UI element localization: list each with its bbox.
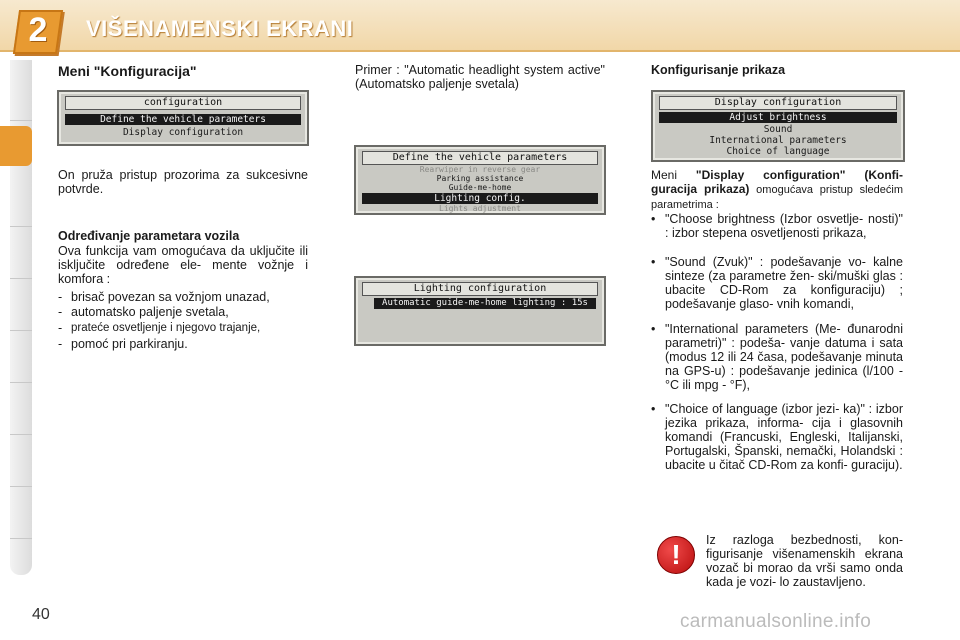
vehicle-params-text: Ova funkcija vam omogućava da uključite ili isključite određene ele- mente vožnje i komfora : xyxy=(58,244,308,286)
watermark: carmanualsonline.info xyxy=(680,611,872,632)
list-item: pomoć pri parkiranju. xyxy=(71,337,188,351)
screen-row: Lights adjustment xyxy=(439,204,521,213)
config-screen xyxy=(57,90,309,146)
lighting-config-screen-title: Lighting configuration xyxy=(362,282,598,296)
chapter-number: 2 xyxy=(28,11,48,49)
bullet: • xyxy=(651,212,656,226)
config-intro-text: On pruža pristup prozorima za sukcesivne potvrde. xyxy=(58,168,308,196)
example-text: Primer : "Automatic headlight system active" (Automatsko paljenje svetala) xyxy=(355,63,605,91)
list-dash: - xyxy=(58,337,63,351)
chapter-tab-5[interactable] xyxy=(10,280,32,331)
chapter-tab-7[interactable] xyxy=(10,384,32,435)
config-screen-title: configuration xyxy=(65,96,301,110)
screen-row: Sound xyxy=(763,124,793,135)
list-dash: - xyxy=(58,290,63,304)
screen-row: International parameters xyxy=(709,135,847,146)
config-menu-heading: Meni "Konfiguracija" xyxy=(58,63,197,79)
list-dash: - xyxy=(58,321,63,335)
safety-warning-text: Iz razloga bezbednosti, kon- figurisanje višenamenskih ekrana vozač bi morao da vrši samo onda kada je vozi- lo zaustavljeno. xyxy=(706,533,903,589)
bullet: • xyxy=(651,402,656,416)
vehicle-params-heading: Određivanje parametara vozila xyxy=(58,229,240,243)
display-option-language: "Choice of language (izbor jezi- ka)" : izbor jezika prikaza, informa- cija i glasovnih komandi (Francuski, Engleski, Italijanski, Portugalski, Španski, nemački, Holandski : ubacite u čitač CD-Rom za konfi- guraciju). xyxy=(665,402,903,472)
display-option-international: "International parameters (Me- đunarodni parametri)" : podeša- vanje datuma i sata (modus 12 ili 24 časa, podešavanje minuta na GPS-u) : podešavanje jedinica (l/100 - °C ili mpg - °F), xyxy=(665,322,903,392)
list-item: prateće osvetljenje i njegovo trajanje, xyxy=(71,322,261,334)
config-screen-row-selected: Define the vehicle parameters xyxy=(65,114,301,125)
display-config-screen-title: Display configuration xyxy=(659,96,897,110)
chapter-tab-8[interactable] xyxy=(10,436,32,487)
screen-row-selected: Lighting config. xyxy=(362,193,598,204)
list-dash: - xyxy=(58,305,63,319)
screen-row: Rearwiper in reverse gear xyxy=(419,165,541,174)
intro-prefix: Meni xyxy=(651,168,696,182)
intro-rest: omogućava pristup sledećim parametrima : xyxy=(651,184,903,211)
chapter-tab-2-active[interactable] xyxy=(0,126,32,166)
exclamation-icon: ! xyxy=(657,536,695,574)
chapter-tab-1[interactable] xyxy=(10,70,32,121)
display-option-sound: "Sound (Zvuk)" : podešavanje vo- kalne sinteze (za parametre žen- ski/muški glas : ubacite CD-Rom za konfiguraciju) ; podešavanje glaso- vnih komandi, xyxy=(665,255,903,311)
page-title: VIŠENAMENSKI EKRANI xyxy=(86,16,354,41)
intro-bold: "Display configuration" (Konfi- guracija prikaza) xyxy=(651,168,904,196)
display-option-brightness: "Choose brightness (Izbor osvetlje- nosti)" : izbor stepena osvetljenosti prikaza, xyxy=(665,212,903,240)
screen-row: Guide-me-home xyxy=(448,183,512,192)
config-screen-row: Display configuration xyxy=(122,127,244,138)
chapter-tab-9[interactable] xyxy=(10,488,32,539)
bullet: • xyxy=(651,322,656,336)
chapter-tab-6[interactable] xyxy=(10,332,32,383)
screen-row-selected: Automatic guide-me-home lighting : 15s xyxy=(374,298,596,309)
display-config-intro xyxy=(651,168,903,212)
screen-row: Parking assistance xyxy=(436,174,524,183)
chapter-tab-4[interactable] xyxy=(10,228,32,279)
vehicle-params-screen xyxy=(354,145,606,215)
list-item: automatsko paljenje svetala, xyxy=(71,305,229,319)
screen-row: Choice of language xyxy=(726,146,830,157)
bullet: • xyxy=(651,255,656,269)
lighting-config-screen xyxy=(354,276,606,346)
list-item: brisač povezan sa vožnjom unazad, xyxy=(71,290,270,304)
display-config-heading: Konfigurisanje prikaza xyxy=(651,63,786,77)
screen-row-selected: Adjust brightness xyxy=(659,112,897,123)
display-config-screen xyxy=(651,90,905,162)
vehicle-params-screen-title: Define the vehicle parameters xyxy=(362,151,598,165)
page-number: 40 xyxy=(32,606,50,623)
chapter-tab-3[interactable] xyxy=(10,176,32,227)
